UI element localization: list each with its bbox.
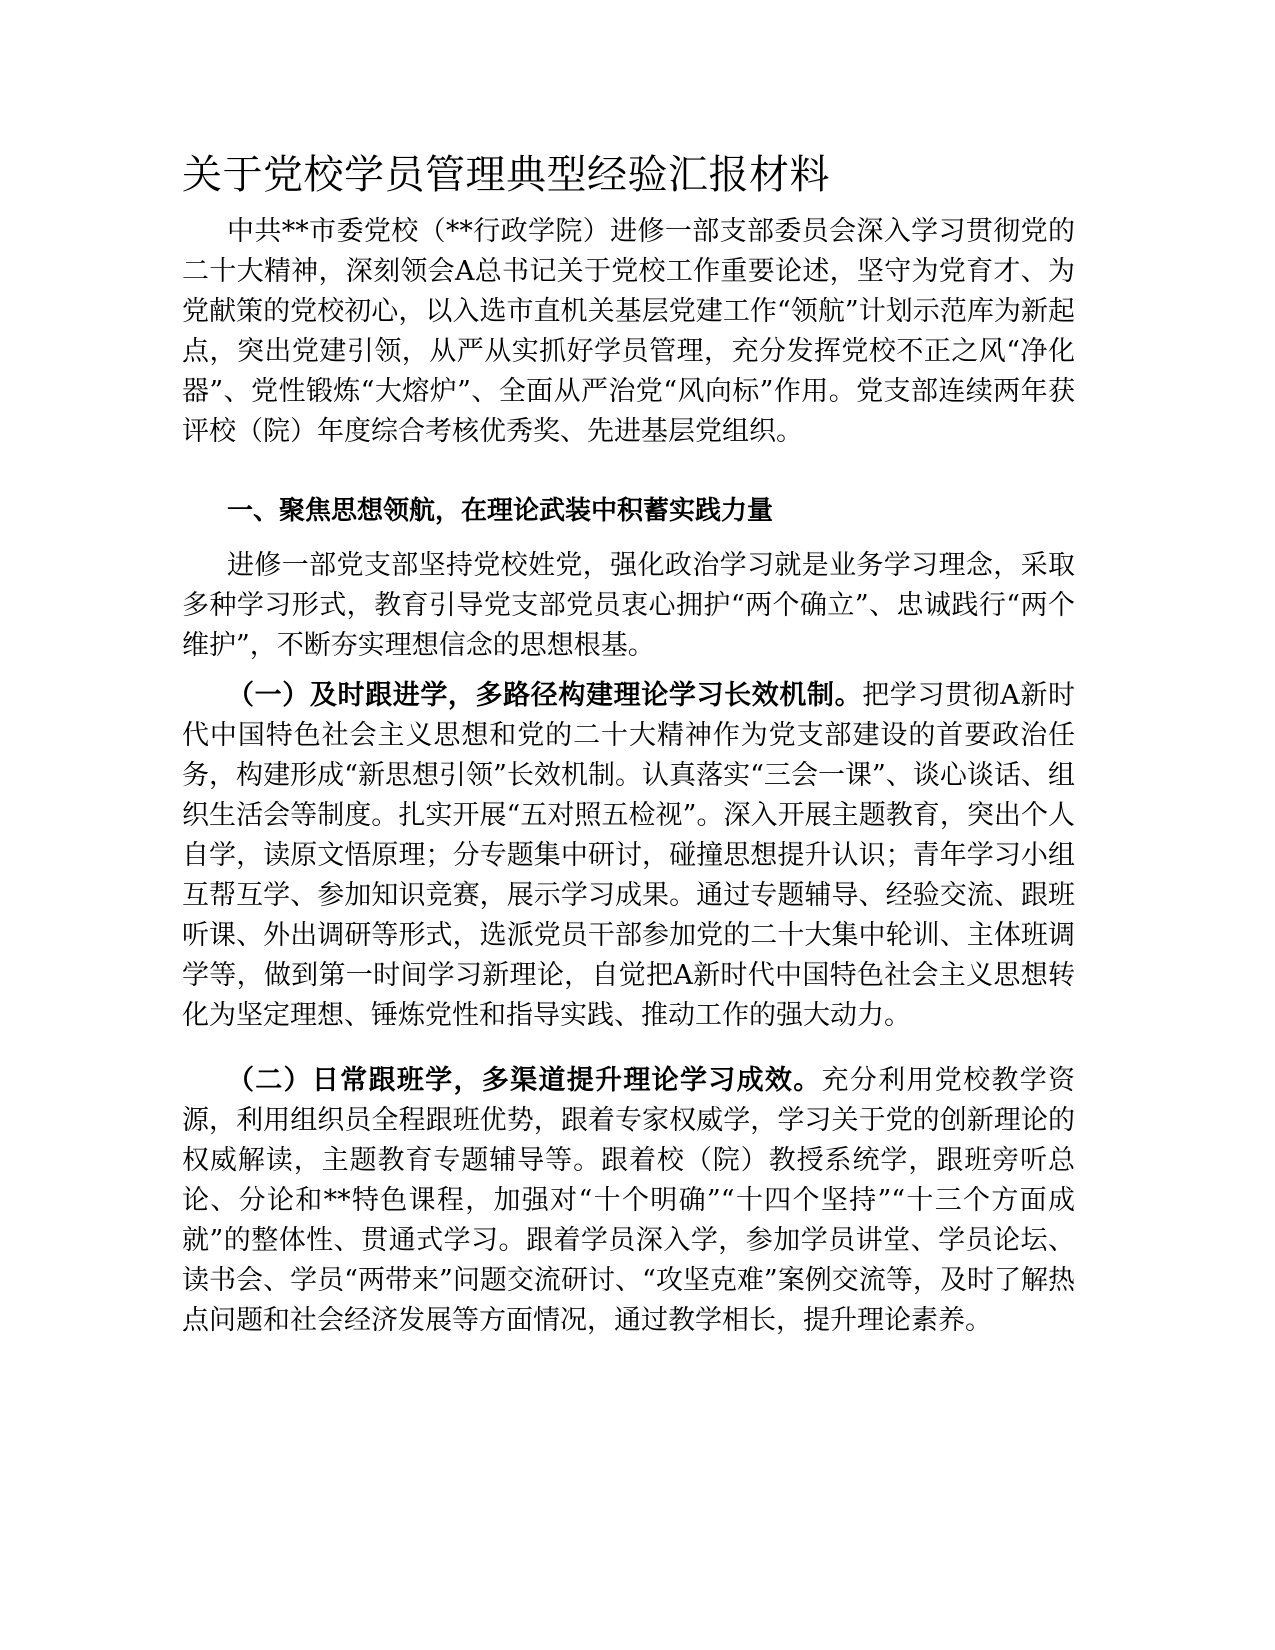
section-heading-1: 一、聚焦思想领航，在理论武装中积蓄实践力量: [227, 496, 774, 526]
item-1-paragraph: [182, 676, 1075, 1036]
item-2-lead: （二）日常跟班学，多渠道提升理论学习成效。: [227, 1065, 822, 1096]
item-1-lead: （一）及时跟进学，多路径构建理论学习长效机制。: [227, 680, 863, 711]
item-2-body: 充分利用党校教学资源，利用组织员全程跟班优势，跟着专家权威学，学习关于党的创新理论的权威解读，主题教育专题辅导等。跟着校（院）教授系统学，跟班旁听总论、分论和**特色课程，加强对“十个明确”“十四个坚持”“十三个方面成就”的整体性、贯通式学习。跟着学员深入学，参加学员讲堂、学员论坛、读书会、学员“两带来”问题交流研讨、“攻坚克难”案例交流等，及时了解热点问题和社会经济发展等方面情况，通过教学相长，提升理论素养。: [182, 1065, 1076, 1336]
document-title: 关于党校学员管理典型经验汇报材料: [182, 152, 830, 198]
section-1-paragraph: 进修一部党支部坚持党校姓党，强化政治学习就是业务学习理念，采取多种学习形式，教育引导党支部党员衷心拥护“两个确立”、忠诚践行“两个维护”，不断夯实理想信念的思想根基。: [182, 550, 1075, 661]
item-1-body: 把学习贯彻A新时代中国特色社会主义思想和党的二十大精神作为党支部建设的首要政治任务，构建形成“新思想引领”长效机制。认真落实“三会一课”、谈心谈话、组织生活会等制度。扎实开展“五对照五检视”。深入开展主题教育，突出个人自学，读原文悟原理；分专题集中研讨，碰撞思想提升认识；青年学习小组互帮互学、参加知识竞赛，展示学习成果。通过专题辅导、经验交流、跟班听课、外出调研等形式，选派党员干部参加党的二十大集中轮训、主体班调学等，做到第一时间学习新理论，自觉把A新时代中国特色社会主义思想转化为坚定理想、锤炼党性和指导实践、推动工作的强大动力。: [182, 680, 1076, 1031]
item-2-paragraph: [182, 1061, 1075, 1341]
intro-paragraph: 中共**市委党校（**行政学院）进修一部支部委员会深入学习贯彻党的二十大精神，深刻领会A总书记关于党校工作重要论述，坚守为党育才、为党献策的党校初心，以入选市直机关基层党建工作“领航”计划示范库为新起点，突出党建引领，从严从实抓好学员管理，充分发挥党校不正之风“净化器”、党性锻炼“大熔炉”、全面从严治党“风向标”作用。党支部连续两年获评校（院）年度综合考核优秀奖、先进基层党组织。: [182, 216, 1075, 447]
